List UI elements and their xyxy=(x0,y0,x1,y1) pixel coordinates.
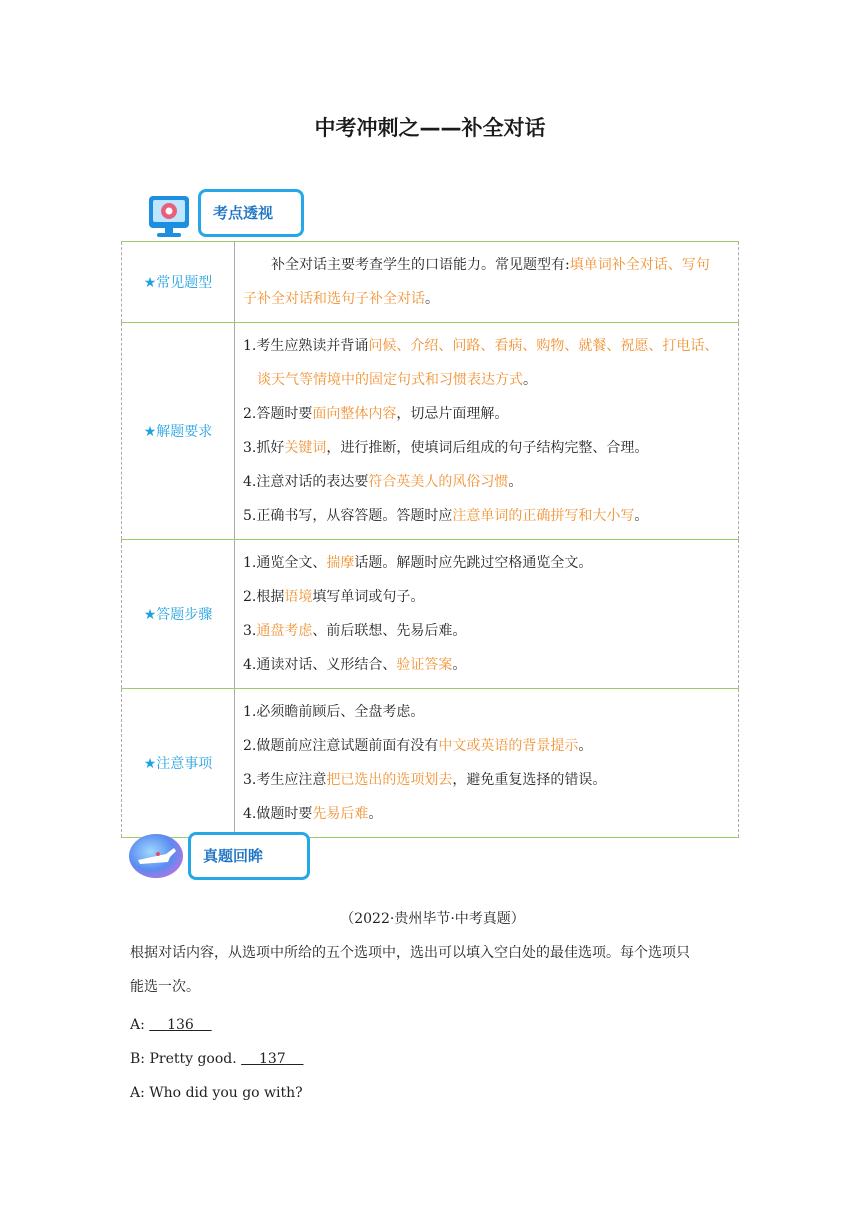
plain-text: ，避免重复选择的错误。 xyxy=(452,772,607,788)
plain-text: 。 xyxy=(523,372,537,388)
plain-text: 2.做题前应注意试题前面有没有 xyxy=(243,738,439,754)
row-content xyxy=(235,323,739,540)
highlight-text: 填单词补全对话、写句 xyxy=(569,257,710,273)
plain-text: 。 xyxy=(508,474,523,490)
dialog-line-a1 xyxy=(130,1008,735,1042)
plain-text: 补全对话主要考查学生的口语能力。常见题型有: xyxy=(271,257,570,273)
content-line xyxy=(243,580,732,614)
plain-text: 话题。解题时应先跳过空格通览全文。 xyxy=(354,555,593,571)
row-content xyxy=(235,689,739,838)
plain-text: 3.抓好 xyxy=(243,440,285,456)
table-row xyxy=(122,242,739,323)
page-title: 中考冲刺之——补全对话 xyxy=(314,116,546,140)
highlight-text: 先易后难 xyxy=(312,806,369,822)
plain-text: ，切忌片面理解。 xyxy=(396,406,509,422)
plain-text: 4.做题时要 xyxy=(243,806,313,822)
highlight-text: 谈天气等情境中的固定句式和习惯表达方式 xyxy=(257,372,523,388)
plain-text: 1.通览全文、 xyxy=(243,555,327,571)
plain-text: 填写单词或句子。 xyxy=(312,589,425,605)
highlight-text: 语境 xyxy=(284,589,313,605)
exam-instruction-line1: 根据对话内容，从选项中所给的五个选项中，选出可以填入空白处的最佳选项。每个选项只 xyxy=(130,945,690,961)
row-label: ★答题步骤 xyxy=(122,540,235,689)
content-line xyxy=(243,614,732,648)
plain-text: ，进行推断，使填词后组成的句子结构完整、合理。 xyxy=(326,440,649,456)
highlight-text: 符合英美人的风俗习惯 xyxy=(368,474,509,490)
plain-text: 。 xyxy=(452,657,467,673)
dialog-line-b1 xyxy=(130,1042,735,1076)
monitor-gear-icon xyxy=(146,193,194,241)
content-line xyxy=(243,329,732,363)
plain-text: 2.答题时要 xyxy=(243,406,313,422)
plain-text: 4.注意对话的表达要 xyxy=(243,474,369,490)
airplane-badge-icon xyxy=(128,832,186,880)
plain-text: 5.正确书写，从容答题。答题时应 xyxy=(243,508,453,524)
plain-text: 4.通读对话、义形结合、 xyxy=(243,657,397,673)
highlight-text: 注意单词的正确拼写和大小写 xyxy=(452,508,635,524)
exam-source: （2022·贵州毕节·中考真题） xyxy=(340,911,525,927)
content-line xyxy=(243,499,732,533)
plain-text: 1.考生应熟读并背诵 xyxy=(243,338,369,354)
blank-136[interactable] xyxy=(149,1017,211,1033)
plain-text: 2.根据 xyxy=(243,589,285,605)
row-content xyxy=(235,540,739,689)
highlight-text: 验证答案 xyxy=(396,657,453,673)
row-content xyxy=(235,242,739,323)
plain-text: 3. xyxy=(243,623,257,639)
highlight-text: 揣摩 xyxy=(326,555,355,571)
content-line xyxy=(243,397,732,431)
table-row xyxy=(122,689,739,838)
plain-text: 3.考生应注意 xyxy=(243,772,327,788)
highlight-text: 子补全对话和选句子补全对话 xyxy=(243,291,425,307)
speaker-prefix: A: xyxy=(130,1017,150,1033)
row-label: ★注意事项 xyxy=(122,689,235,838)
table-row xyxy=(122,323,739,540)
content-line xyxy=(243,363,732,397)
plain-text: 。 xyxy=(368,806,383,822)
dialog-line-a2: A: Who did you go with? xyxy=(130,1085,303,1101)
highlight-text: 关键词 xyxy=(284,440,327,456)
blank-137[interactable] xyxy=(241,1051,303,1067)
plain-text: 1.必须瞻前顾后、全盘考虑。 xyxy=(243,704,425,720)
section-label: 真题回眸 xyxy=(188,832,310,880)
plain-text: 。 xyxy=(578,738,593,754)
content-line xyxy=(243,248,732,282)
knowledge-table xyxy=(121,241,739,838)
content-line xyxy=(243,465,732,499)
dialog-text: B: Pretty good. xyxy=(130,1051,242,1067)
row-label: ★常见题型 xyxy=(122,242,235,323)
plain-text: 。 xyxy=(425,291,439,307)
content-line xyxy=(243,282,732,316)
section-label: 考点透视 xyxy=(198,189,304,237)
highlight-text: 把已选出的选项划去 xyxy=(326,772,453,788)
plain-text: 、前后联想、先易后难。 xyxy=(312,623,467,639)
content-line xyxy=(243,695,732,729)
plain-text: 。 xyxy=(634,508,649,524)
content-line xyxy=(243,729,732,763)
content-line xyxy=(243,431,732,465)
blank-number: 137 xyxy=(258,1051,286,1067)
content-line xyxy=(243,797,732,831)
section-header-zhenti xyxy=(128,832,318,882)
highlight-text: 问候、介绍、问路、看病、购物、就餐、祝愿、打电话、 xyxy=(368,338,719,354)
highlight-text: 通盘考虑 xyxy=(256,623,313,639)
content-line xyxy=(243,763,732,797)
row-label: ★解题要求 xyxy=(122,323,235,540)
table-row xyxy=(122,540,739,689)
section-header-kaodian xyxy=(146,189,306,239)
highlight-text: 面向整体内容 xyxy=(312,406,397,422)
content-line xyxy=(243,546,732,580)
content-line xyxy=(243,648,732,682)
blank-number: 136 xyxy=(167,1017,194,1033)
highlight-text: 中文或英语的背景提示 xyxy=(438,738,579,754)
exam-instruction-line2: 能选一次。 xyxy=(130,979,200,995)
